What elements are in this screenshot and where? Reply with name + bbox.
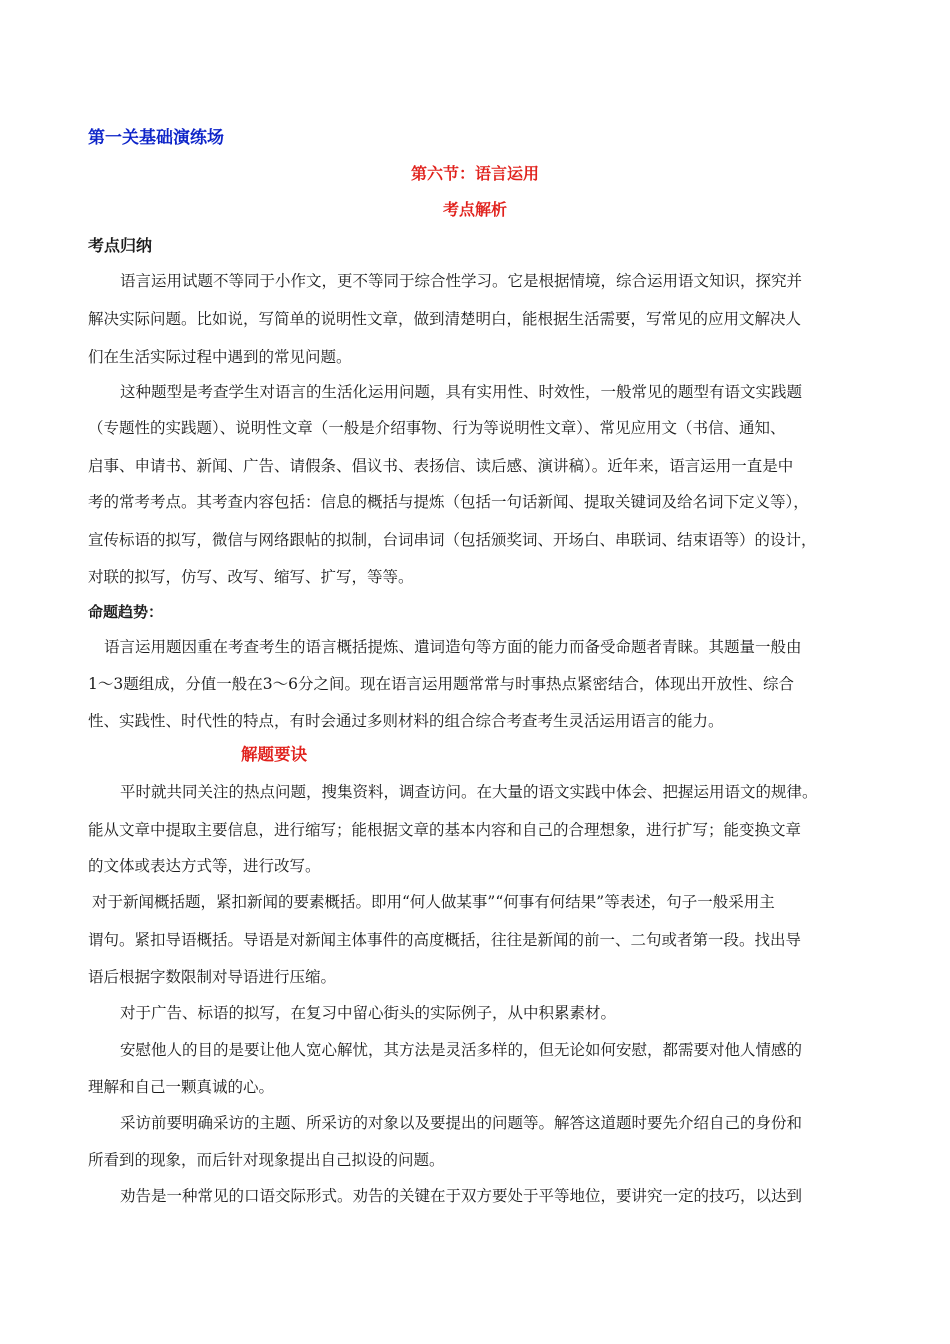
trend-heading: 命题趋势： [88,603,164,621]
tips-line: 对于广告、标语的拟写，在复习中留心街头的实际例子，从中积累素材。 [120,1004,617,1022]
trend-line: 1～3题组成，分值一般在3～6分之间。现在语言运用题常常与时事热点紧密结合，体现出开放性、综合 [88,675,794,693]
stage-title: 第一关基础演练场 [88,128,224,148]
tips-line: 平时就共同关注的热点问题，搜集资料，调查访问。在大量的语文实践中体会、把握运用语文的规律。 [120,783,818,801]
tips-line: 语后根据字数限制对导语进行压缩。 [88,968,337,986]
summary-line: 语言运用试题不等同于小作文，更不等同于综合性学习。它是根据情境，综合运用语文知识，探究并 [120,272,803,290]
trend-line: 性、实践性、时代性的特点，有时会通过多则材料的组合综合考查考生灵活运用语言的能力。 [88,712,724,730]
summary-line: 宣传标语的拟写，微信与网络跟帖的拟制，台词串词（包括颁奖词、开场白、串联词、结束语等）的设计， [88,531,817,549]
tips-line: 对于新闻概括题，紧扣新闻的要素概括。即用“何人做某事”“何事有何结果”等表述，句子一般采用主 [92,893,775,911]
tips-heading: 解题要诀 [241,745,307,764]
summary-line: （专题性的实践题）、说明性文章（一般是介绍事物、行为等说明性文章）、常见应用文（书信、通知、 [88,419,786,437]
tips-line: 谓句。紧扣导语概括。导语是对新闻主体事件的高度概括，往往是新闻的前一、二句或者第一段。找出导 [88,931,802,949]
tips-line: 劝告是一种常见的口语交际形式。劝告的关键在于双方要处于平等地位，要讲究一定的技巧，以达到 [120,1187,803,1205]
summary-line: 们在生活实际过程中遇到的常见问题。 [88,348,352,366]
tips-line: 能从文章中提取主要信息，进行缩写；能根据文章的基本内容和自己的合理想象，进行扩写；能变换文章 [88,821,802,839]
summary-line: 考的常考考点。其考查内容包括：信息的概括与提炼（包括一句话新闻、提取关键词及给名词下定义等）， [88,493,809,511]
tips-line: 的文体或表达方式等，进行改写。 [88,857,321,875]
summary-line: 这种题型是考查学生对语言的生活化运用问题，具有实用性、时效性，一般常见的题型有语文实践题 [120,383,803,401]
summary-heading: 考点归纳 [88,236,153,255]
trend-line: 语言运用题因重在考查考生的语言概括提炼、遣词造句等方面的能力而备受命题者青睐。其题量一般由 [104,638,802,656]
summary-line: 解决实际问题。比如说，写简单的说明性文章，做到清楚明白，能根据生活需要，写常见的应用文解决人 [88,310,802,328]
tips-line: 所看到的现象，而后针对现象提出自己拟设的问题。 [88,1151,445,1169]
summary-line: 启事、申请书、新闻、广告、请假条、倡议书、表扬信、读后感、演讲稿）。近年来，语言运用一直是中 [88,457,794,475]
tips-line: 理解和自己一颗真诚的心。 [88,1078,275,1096]
tips-line: 安慰他人的目的是要让他人宽心解忧，其方法是灵活多样的，但无论如何安慰，都需要对他人情感的 [120,1041,803,1059]
section-title: 第六节：语言运用 [410,164,539,183]
analysis-title: 考点解析 [442,200,507,219]
tips-line: 采访前要明确采访的主题、所采访的对象以及要提出的问题等。解答这道题时要先介绍自己的身份和 [120,1114,803,1132]
summary-line: 对联的拟写，仿写、改写、缩写、扩写，等等。 [88,568,414,586]
